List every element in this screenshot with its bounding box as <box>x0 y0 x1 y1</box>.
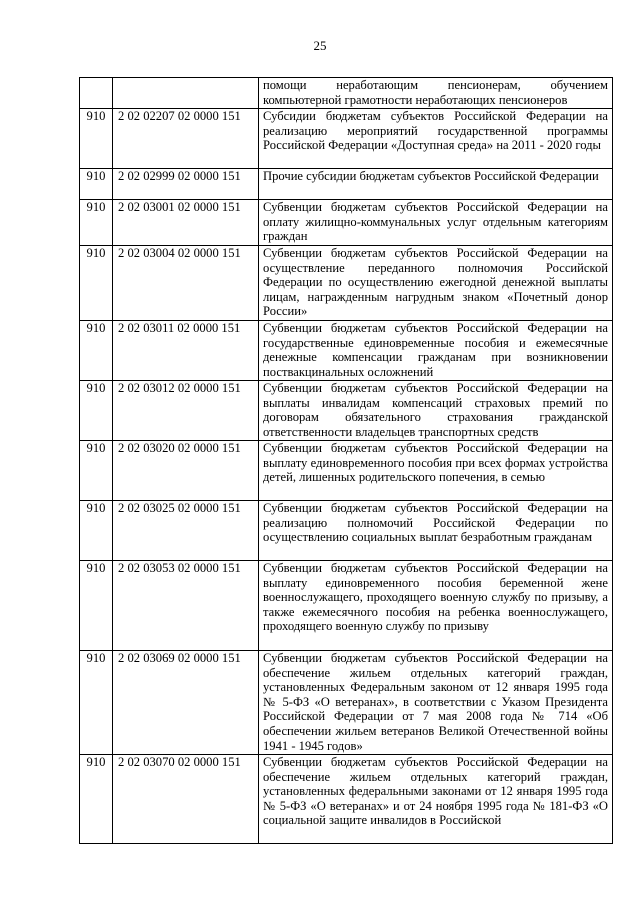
budget-code-cell: 2 02 02207 02 0000 151 <box>113 109 259 169</box>
budget-code-cell: 2 02 03025 02 0000 151 <box>113 501 259 561</box>
income-name-cell: Субвенции бюджетам субъектов Российской Федерации на реализацию полномочий Российской Федерации по осуществлению социальных выплат безработным гражданам <box>259 501 613 561</box>
admin-code-cell: 910 <box>80 169 113 200</box>
income-name-cell: Субвенции бюджетам субъектов Российской Федерации на оплату жилищно-коммунальных услуг отдельным категориям граждан <box>259 200 613 246</box>
income-name-cell: помощи неработающим пенсионерам, обучением компьютерной грамотности неработающих пенсионеров <box>259 78 613 109</box>
admin-code-cell: 910 <box>80 321 113 381</box>
income-name-cell: Субвенции бюджетам субъектов Российской Федерации на государственные единовременные пособия и ежемесячные денежные компенсации гражданам при возникновении поствакцинальных осложнений <box>259 321 613 381</box>
admin-code-cell: 910 <box>80 561 113 651</box>
table-row <box>80 169 613 200</box>
admin-code-cell: 910 <box>80 246 113 321</box>
admin-code-cell: 910 <box>80 441 113 501</box>
table-row <box>80 561 613 651</box>
table-row <box>80 109 613 169</box>
table-row <box>80 441 613 501</box>
table-row <box>80 246 613 321</box>
budget-code-cell: 2 02 03004 02 0000 151 <box>113 246 259 321</box>
budget-code-cell <box>113 78 259 109</box>
admin-code-cell: 910 <box>80 651 113 755</box>
budget-code-cell: 2 02 03020 02 0000 151 <box>113 441 259 501</box>
table-row <box>80 755 613 844</box>
income-name-cell: Субсидии бюджетам субъектов Российской Федерации на реализацию мероприятий государственной программы Российской Федерации «Доступная среда» на 2011 - 2020 годы <box>259 109 613 169</box>
page-number: 25 <box>313 38 327 53</box>
income-name-cell: Субвенции бюджетам субъектов Российской Федерации на осуществление переданного полномочия Российской Федерации по осуществлению ежегодной денежной выплаты лицам, награжденным нагрудным знаком «Почетный донор России» <box>259 246 613 321</box>
budget-code-cell: 2 02 03011 02 0000 151 <box>113 321 259 381</box>
income-name-cell: Субвенции бюджетам субъектов Российской Федерации на выплаты инвалидам компенсаций страховых премий по договорам обязательного страхования гражданской ответственности владельцев транспортных средств <box>259 381 613 441</box>
budget-code-cell: 2 02 03001 02 0000 151 <box>113 200 259 246</box>
admin-code-cell: 910 <box>80 381 113 441</box>
admin-code-cell: 910 <box>80 755 113 844</box>
budget-code-cell: 2 02 03069 02 0000 151 <box>113 651 259 755</box>
admin-code-cell <box>80 78 113 109</box>
budget-code-cell: 2 02 03070 02 0000 151 <box>113 755 259 844</box>
admin-code-cell: 910 <box>80 200 113 246</box>
budget-code-cell: 2 02 03053 02 0000 151 <box>113 561 259 651</box>
table-row <box>80 501 613 561</box>
income-name-cell: Субвенции бюджетам субъектов Российской Федерации на обеспечение жильем отдельных категорий граждан, установленных Федеральным законом от 12 января 1995 года № 5-ФЗ «О ветеранах», в соответствии с Указом Президента Российской Федерации от 7 мая 2008 года № 714 «Об обеспечении жильем ветеранов Великой Отечественной войны 1941 - 1945 годов» <box>259 651 613 755</box>
admin-code-cell: 910 <box>80 109 113 169</box>
table-row <box>80 651 613 755</box>
admin-code-cell: 910 <box>80 501 113 561</box>
table-row <box>80 381 613 441</box>
income-name-cell: Субвенции бюджетам субъектов Российской Федерации на выплату единовременного пособия при всех формах устройства детей, лишенных родительского попечения, в семью <box>259 441 613 501</box>
income-name-cell: Прочие субсидии бюджетам субъектов Российской Федерации <box>259 169 613 200</box>
budget-code-cell: 2 02 02999 02 0000 151 <box>113 169 259 200</box>
income-name-cell: Субвенции бюджетам субъектов Российской Федерации на выплату единовременного пособия беременной жене военнослужащего, проходящего военную службу по призыву, а также ежемесячного пособия на ребенка военнослужащего, проходящего военную службу по призыву <box>259 561 613 651</box>
table-row <box>80 78 613 109</box>
table-row <box>80 321 613 381</box>
income-name-cell: Субвенции бюджетам субъектов Российской Федерации на обеспечение жильем отдельных категорий граждан, установленных федеральными законами от 12 января 1995 года № 5-ФЗ «О ветеранах» и от 24 ноября 1995 года № 181-ФЗ «О социальной защите инвалидов в Российской <box>259 755 613 844</box>
budget-code-cell: 2 02 03012 02 0000 151 <box>113 381 259 441</box>
table-row <box>80 200 613 246</box>
budget-classification-table <box>79 77 613 844</box>
